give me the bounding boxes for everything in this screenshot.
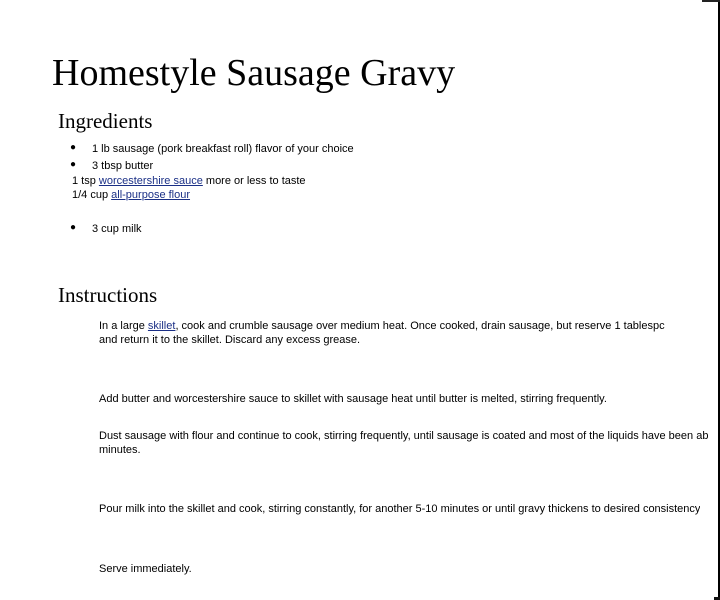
ingredient-item: 3 tbsp butter bbox=[92, 160, 154, 172]
bullet-icon: ● bbox=[70, 222, 77, 233]
instruction-text: and return it to the skillet. Discard any excess grease. bbox=[99, 334, 361, 346]
skillet-link[interactable]: skillet bbox=[147, 320, 176, 332]
recipe-title: Homestyle Sausage Gravy bbox=[52, 52, 456, 94]
ingredient-item: 3 cup milk bbox=[92, 223, 142, 235]
ingredient-item bbox=[72, 174, 306, 188]
instructions-heading: Instructions bbox=[58, 283, 158, 307]
ingredient-text: more or less to taste bbox=[202, 175, 306, 187]
ingredients-heading: Ingredients bbox=[58, 109, 153, 133]
instruction-step: Serve immediately. bbox=[99, 563, 192, 575]
instruction-text: minutes. bbox=[99, 444, 141, 456]
scan-edge-speck bbox=[702, 0, 720, 2]
instruction-step: Add butter and worcestershire sauce to skillet with sausage heat until butter is melted, stirring frequently. bbox=[99, 393, 607, 405]
ingredient-text: 1/4 cup bbox=[72, 189, 112, 201]
all-purpose-flour-link[interactable]: all-purpose flour bbox=[111, 189, 191, 201]
worcestershire-sauce-link[interactable]: worcestershire sauce bbox=[98, 175, 203, 187]
ingredient-item: 1 lb sausage (pork breakfast roll) flavor of your choice bbox=[92, 143, 354, 155]
ingredient-text: 1 tsp bbox=[72, 175, 99, 187]
instruction-step: Dust sausage with flour and continue to cook, stirring frequently, until sausage is coated and most of the liquids have been ab bbox=[99, 430, 709, 442]
instruction-text: , cook and crumble sausage over medium heat. Once cooked, drain sausage, but reserve 1 tablespc bbox=[175, 320, 665, 332]
bullet-icon: ● bbox=[70, 159, 77, 170]
ingredient-item bbox=[72, 188, 190, 202]
instruction-text: In a large bbox=[99, 320, 148, 332]
instruction-step bbox=[99, 319, 665, 333]
instruction-step: Pour milk into the skillet and cook, stirring constantly, for another 5-10 minutes or until gravy thickens to desired consistency bbox=[99, 503, 701, 515]
bullet-icon: ● bbox=[70, 142, 77, 153]
